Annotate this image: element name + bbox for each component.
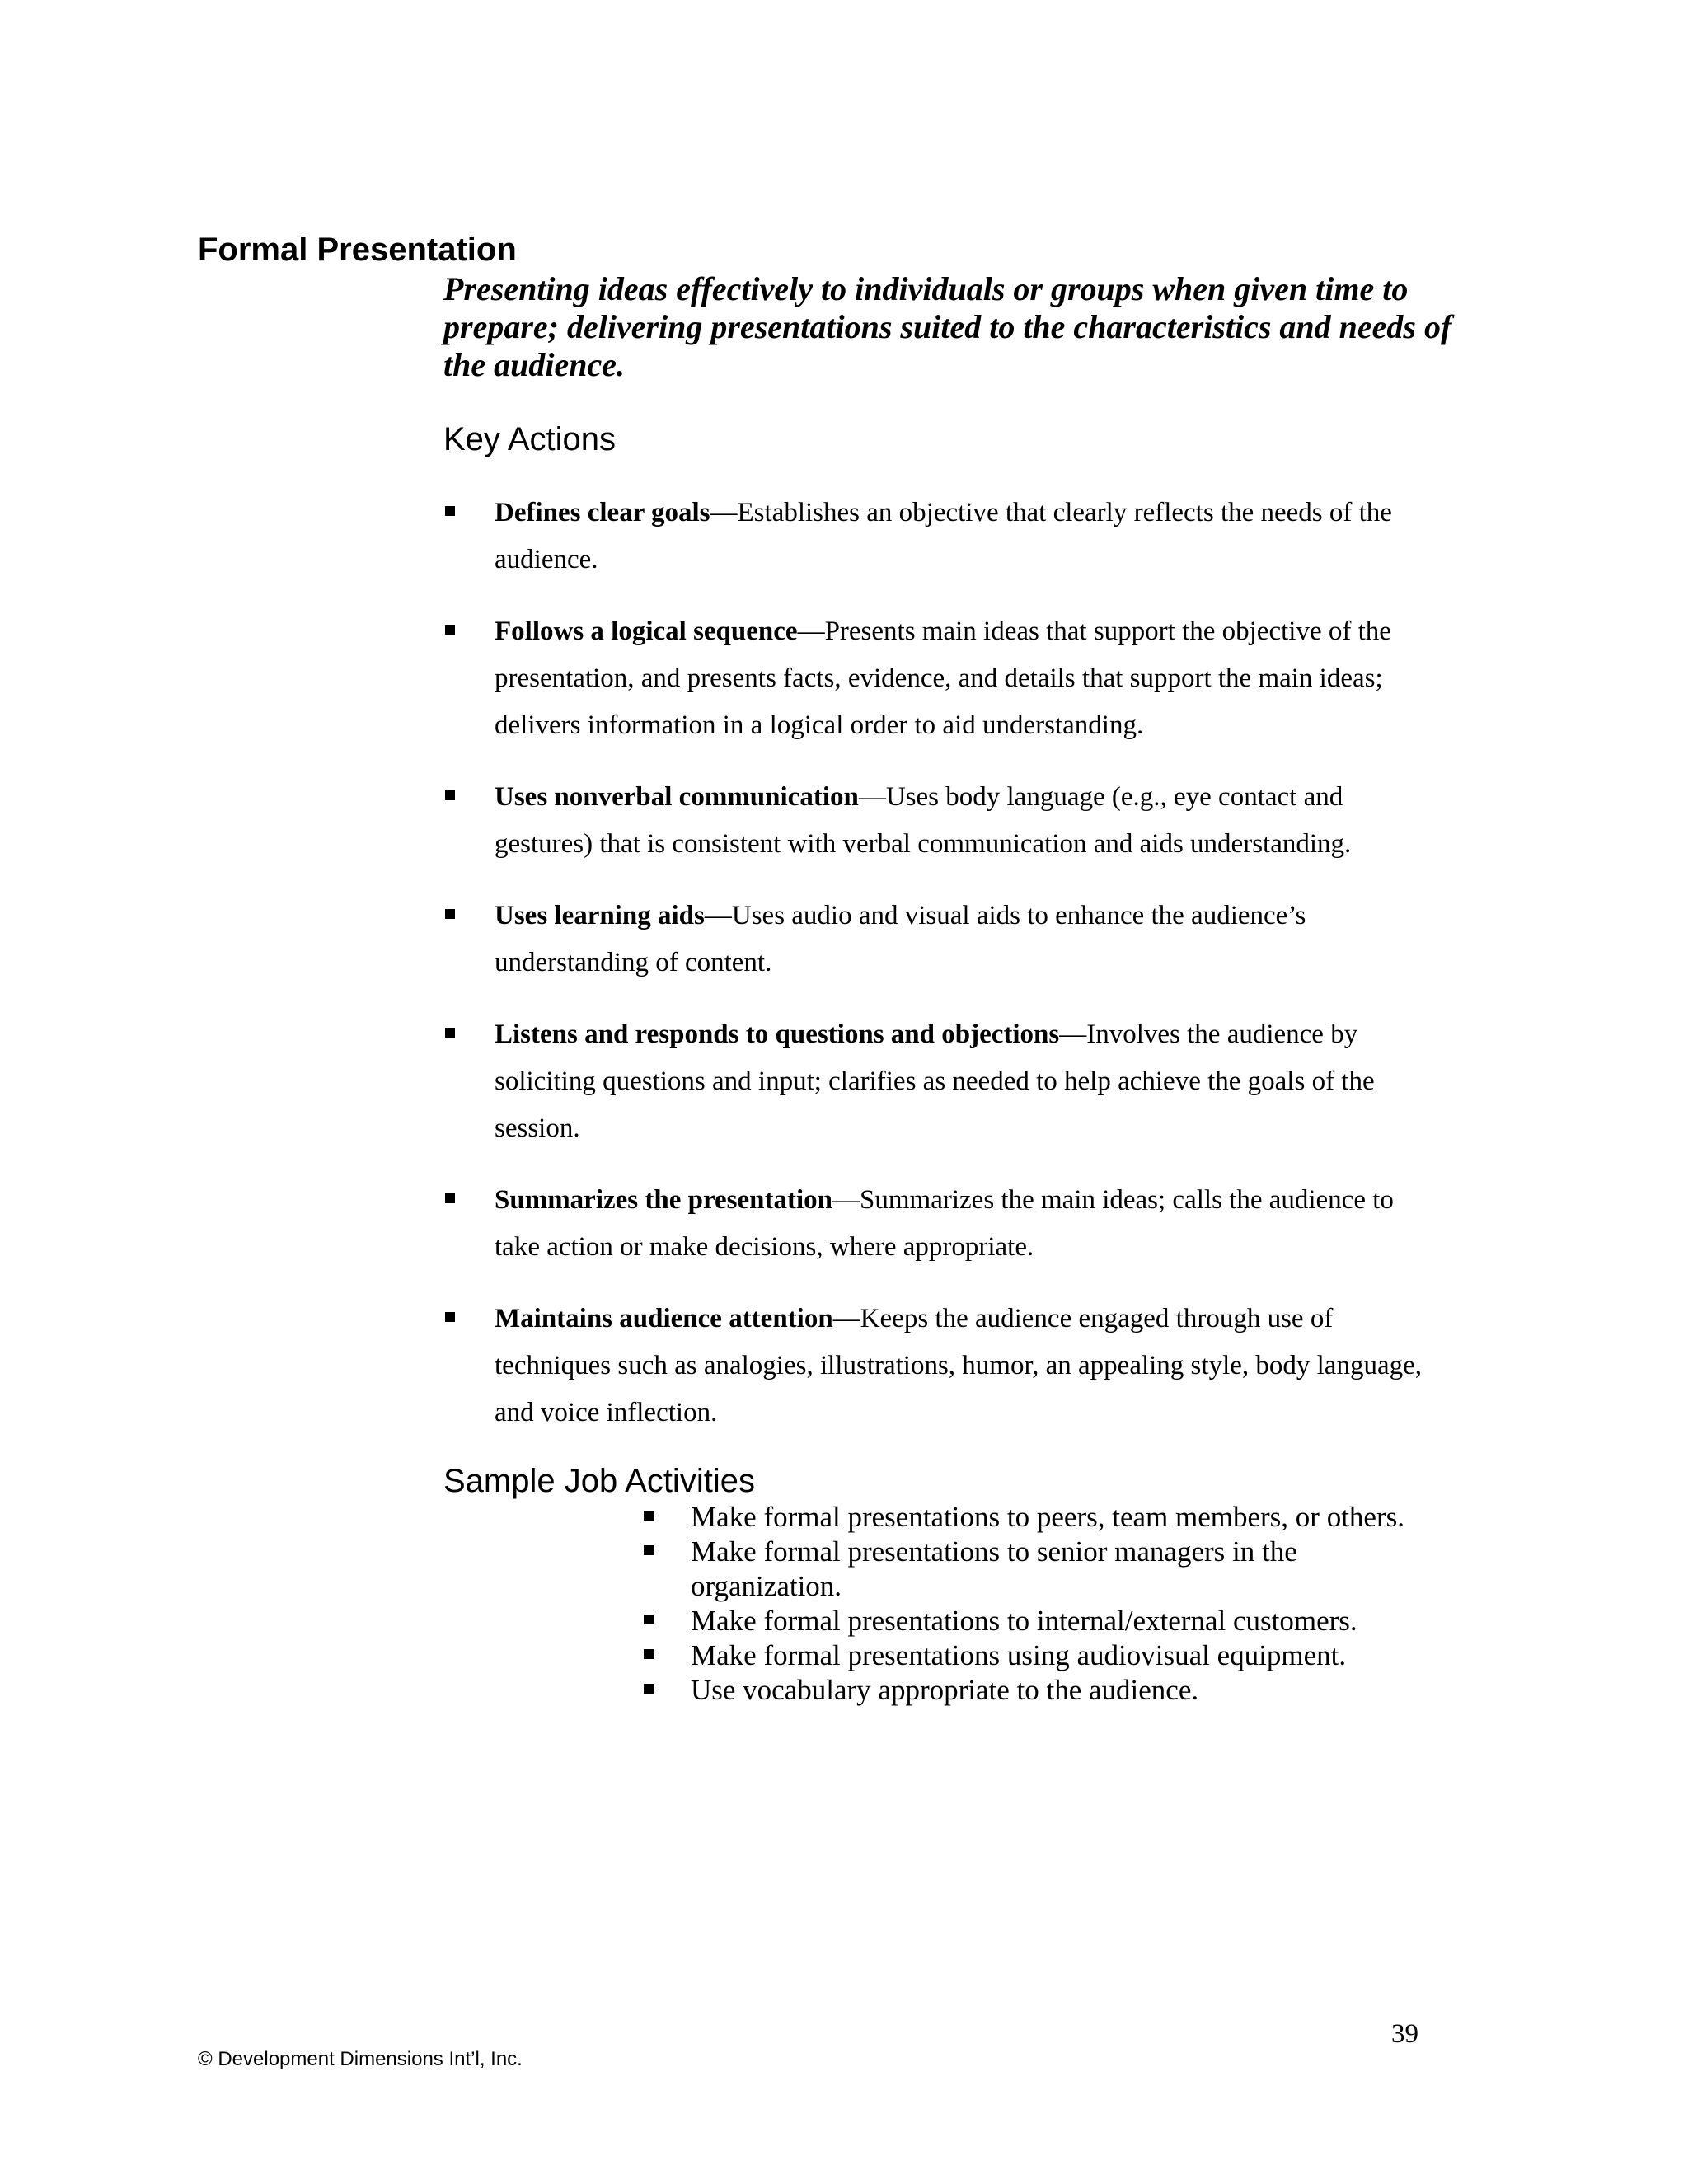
key-action-name: Follows a logical sequence <box>495 616 798 646</box>
key-action-name: Defines clear goals <box>495 498 710 527</box>
key-action-item <box>443 893 1432 987</box>
key-action-description: —Uses audio and visual aids to enhance the audience’s understanding of content. <box>495 901 1306 977</box>
square-bullet-icon <box>445 625 455 635</box>
key-action-description: —Presents main ideas that support the objective of the presentation, and presents facts, evidence, and details that support the main ideas; delivers information in a logical order to aid understanding. <box>495 616 1391 740</box>
key-action-name: Uses learning aids <box>495 901 705 930</box>
sample-activity-item <box>643 1673 1434 1708</box>
sample-activity-text: Make formal presentations to senior managers in the organization. <box>691 1535 1297 1602</box>
key-action-description: —Involves the audience by soliciting questions and input; clarifies as needed to help achieve the goals of the session. <box>495 1019 1375 1143</box>
sample-activity-item <box>643 1500 1434 1535</box>
footer-copyright: © Development Dimensions Int’l, Inc. <box>198 2048 523 2070</box>
key-action-name: Maintains audience attention <box>495 1304 833 1333</box>
key-action-name: Summarizes the presentation <box>495 1185 833 1215</box>
competency-definition: Presenting ideas effectively to individuals or groups when given time to prepare; delivering presentations suited to the characteristics and needs of the audience. <box>443 270 1452 383</box>
key-action-description: —Uses body language (e.g., eye contact and gestures) that is consistent with verbal communication and aids understanding. <box>495 782 1352 859</box>
square-bullet-icon <box>644 1649 654 1659</box>
sample-activity-item <box>643 1604 1434 1638</box>
key-action-item <box>443 1011 1432 1152</box>
square-bullet-icon <box>445 909 455 919</box>
square-bullet-icon <box>445 1312 455 1322</box>
sample-job-activities-list <box>643 1500 1434 1708</box>
key-actions-list <box>443 490 1432 1461</box>
square-bullet-icon <box>445 1028 455 1038</box>
key-action-item <box>443 490 1432 583</box>
square-bullet-icon <box>644 1615 654 1624</box>
sample-activity-text: Make formal presentations to internal/external customers. <box>691 1605 1357 1637</box>
square-bullet-icon <box>445 506 455 516</box>
key-action-item <box>443 774 1432 868</box>
key-action-name: Listens and responds to questions and objections <box>495 1019 1060 1049</box>
square-bullet-icon <box>644 1545 654 1555</box>
square-bullet-icon <box>644 1684 654 1694</box>
key-action-name: Uses nonverbal communication <box>495 782 859 812</box>
key-action-description: —Keeps the audience engaged through use of techniques such as analogies, illustrations, humor, an appealing style, body language, and voice inflection. <box>495 1304 1422 1427</box>
sample-activity-text: Make formal presentations to peers, team members, or others. <box>691 1501 1404 1533</box>
key-action-description: —Establishes an objective that clearly reflects the needs of the audience. <box>495 498 1392 574</box>
key-actions-heading: Key Actions <box>443 421 617 457</box>
sample-activity-item <box>643 1535 1434 1604</box>
sample-activity-text: Make formal presentations using audiovisual equipment. <box>691 1639 1347 1671</box>
page-title: Formal Presentation <box>198 232 517 268</box>
page-number: 39 <box>1391 2019 1418 2049</box>
key-action-item <box>443 1177 1432 1271</box>
sample-activity-item <box>643 1638 1434 1673</box>
key-action-item <box>443 1296 1432 1436</box>
square-bullet-icon <box>644 1511 654 1521</box>
key-action-item <box>443 608 1432 749</box>
sample-job-activities-heading: Sample Job Activities <box>443 1463 755 1499</box>
sample-activity-text: Use vocabulary appropriate to the audience. <box>691 1674 1199 1706</box>
key-action-description: —Summarizes the main ideas; calls the audience to take action or make decisions, where appropriate. <box>495 1185 1394 1262</box>
square-bullet-icon <box>445 1193 455 1203</box>
square-bullet-icon <box>445 790 455 800</box>
